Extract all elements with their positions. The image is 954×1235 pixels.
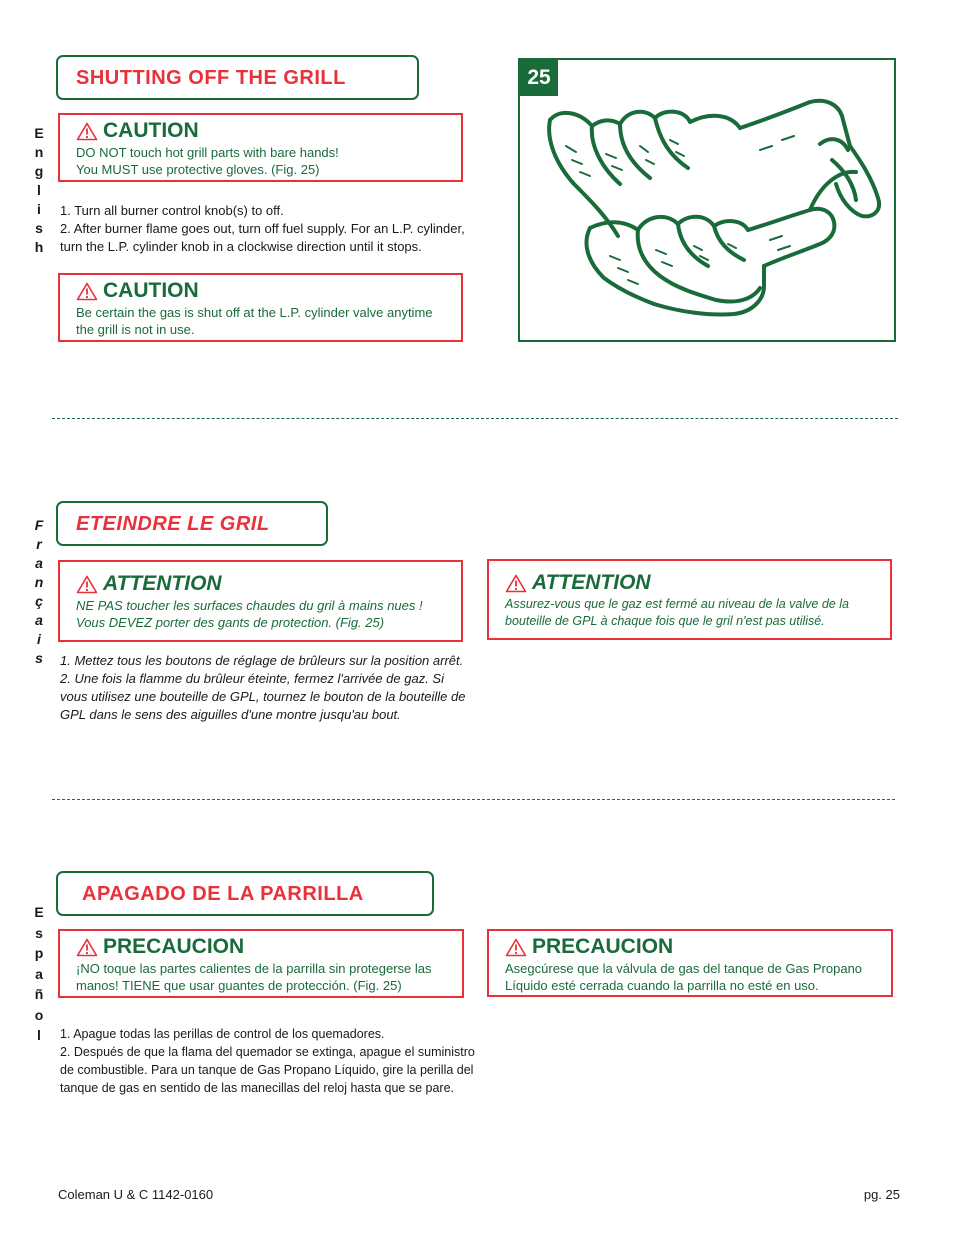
section-title-french: ETEINDRE LE GRIL [56,501,328,546]
caution-text: ¡NO toque las partes calientes de la parrilla sin protegerse las manos! TIENE que usar guantes de protección. (Fig. 25) [76,961,432,993]
figure-25 [518,58,896,342]
section-title-english: SHUTTING OFF THE GRILL [56,55,419,100]
caution-heading: CAUTION [76,279,451,303]
section-divider [52,799,895,800]
caution-text: Be certain the gas is shut off at the L.P. cylinder valve anytime the grill is not in use. [76,305,433,337]
warning-triangle-icon [505,938,527,957]
figure-number: 25 [520,60,558,96]
footer-page-number: pg. 25 [863,1187,900,1202]
caution-box-english-1 [58,113,463,182]
caution-heading: PRECAUCION [76,935,452,959]
caution-box-french-1 [58,560,463,642]
language-label-french: F r a n ç a i s [34,517,44,666]
steps-spanish: 1. Apague todas las perillas de control de los quemadores. 2. Después de que la flama del quemador se extinga, apague el suministro de combustible. Para un tanque de Gas Propano Líquido, gire la perilla del tanque de gas en sentido de las manecillas del reloj hasta que se pare. [60,1027,475,1095]
warning-triangle-icon [76,282,98,301]
caution-heading: PRECAUCION [505,935,881,959]
protective-gloves-icon [520,60,894,340]
steps-english: 1. Turn all burner control knob(s) to off. 2. After burner flame goes out, turn off fuel supply. For an L.P. cylinder, turn the L.P. cylinder knob in a clockwise direction until it stops. [60,203,465,254]
steps-french: 1. Mettez tous les boutons de réglage de brûleurs sur la position arrêt. 2. Une fois la flamme du brûleur éteinte, fermez l'arrivée de gaz. Si vous utilisez une bouteille de GPL, tournez le bouton de la bouteille de GPL dans le sens des aiguilles d'une montre jusqu'au bout. [60,653,466,722]
section-divider [52,418,898,419]
caution-heading: CAUTION [76,119,451,143]
warning-triangle-icon [76,938,98,957]
warning-triangle-icon [76,122,98,141]
section-title-spanish: APAGADO DE LA PARRILLA [56,871,434,916]
language-label-english: E n g l i s h [34,125,44,255]
caution-text: NE PAS toucher les surfaces chaudes du gril à mains nues ! Vous DEVEZ porter des gants de protection. (Fig. 25) [76,598,423,630]
caution-heading: ATTENTION [76,572,451,596]
caution-box-spanish-2 [487,929,893,997]
caution-box-english-2 [58,273,463,342]
warning-triangle-icon [505,574,527,593]
caution-text: Asegcúrese que la válvula de gas del tanque de Gas Propano Líquido esté cerrada cuando la parrilla no esté en uso. [505,961,863,993]
footer-document-id: Coleman U & C 1142-0160 [58,1187,214,1202]
caution-text: DO NOT touch hot grill parts with bare hands! You MUST use protective gloves. (Fig. 25) [76,145,339,177]
caution-text: Assurez-vous que le gaz est fermé au niveau de la valve de la bouteille de GPL à chaque fois que le gril n'est pas utilisé. [505,597,849,628]
caution-heading: ATTENTION [505,571,880,595]
caution-box-spanish-1 [58,929,464,998]
caution-box-french-2 [487,559,892,640]
language-label-spanish: E s p a ñ o l [34,904,44,1043]
warning-triangle-icon [76,575,98,594]
